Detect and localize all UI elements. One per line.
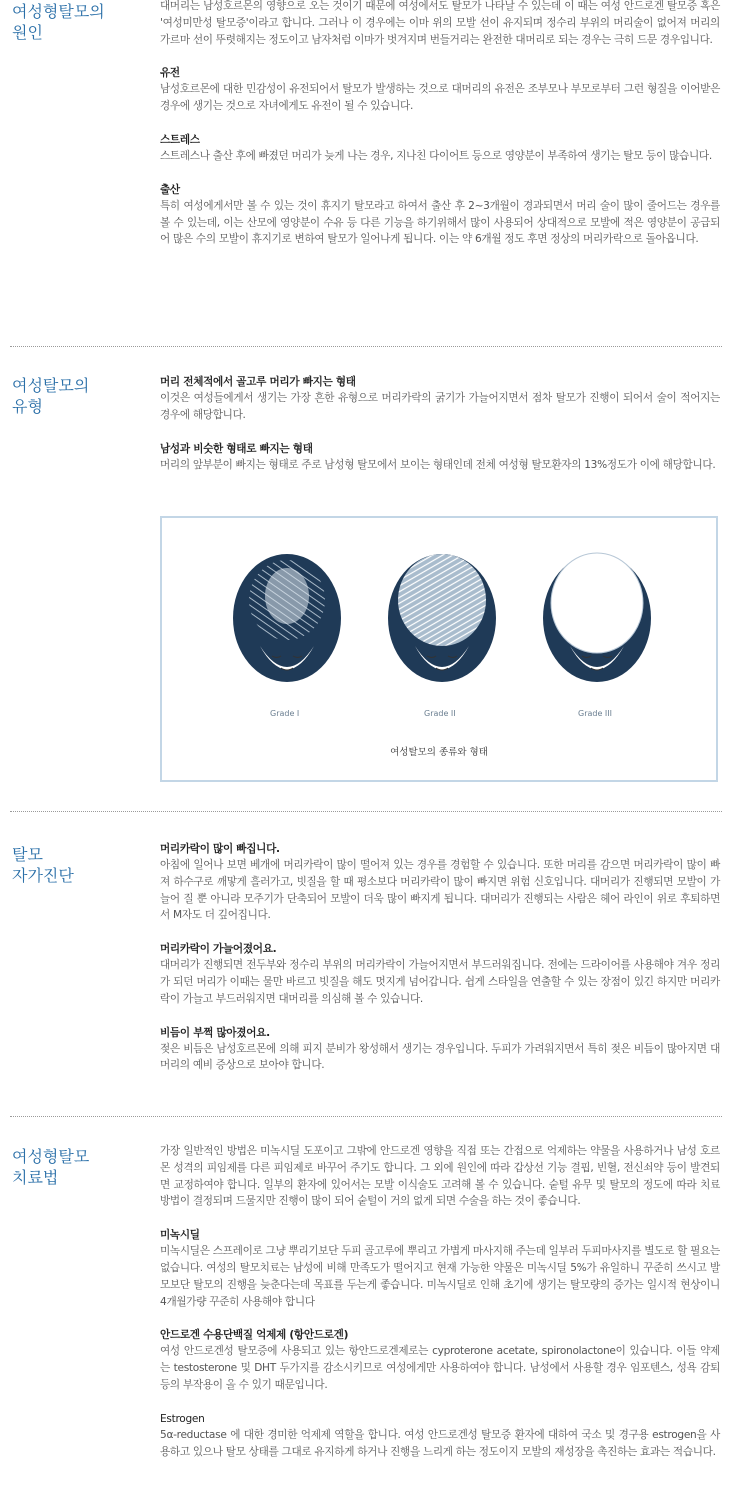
type-text-diffuse: 이것은 여성들에게서 생기는 가장 흔한 유형으로 머리카락의 굵기가 가늘어지면서 점차 탈모가 진행이 되어서 술이 적어지는 경우에 해당합니다. (160, 392, 720, 421)
treatment-text-estrogen: 5α-reductase 에 대한 경미한 억제제 역할을 합니다. 여성 안드로겐성 탈모증 환자에 대하여 국소 및 경구용 estrogen을 사용하고 있으나 탈모 상태를 그대로 유지하게 하거나 진행을 느리게 하는 정도이지 모발의 재성장을 촉진하는 효과는 적습니다. (160, 1428, 720, 1458)
treatment-heading-antiandrogen: 안드로겐 수용단백질 억제제 (항안드로겐) (160, 1329, 349, 1342)
grade-1-head-illustration (233, 554, 341, 682)
cause-text-heredity: 남성호르몬에 대한 민감성이 유전되어서 탈모가 발생하는 것으로 대머리의 유전은 조부모나 부모로부터 그런 형질을 이어받은 경우에 생기는 것으로 자녀에게도 유전이 될 수 있습니다. (160, 83, 720, 113)
cause-heading-heredity: 유전 (160, 67, 180, 80)
check-text-dandruff: 젖은 비듬은 남성호르몬에 의해 피지 분비가 왕성해서 생기는 경우입니다. 두피가 가려워지면서 특히 젖은 비듬이 많아지면 대머리의 예비 증상으로 보아야 합니다. (160, 1042, 720, 1072)
grade-3-label: Grade III (578, 709, 613, 718)
cause-text-stress: 스트레스나 출산 후에 빠졌던 머리가 늦게 나는 경우, 지나친 다이어트 등으로 영양분이 부족하여 생기는 탈모 등이 많습니다. (160, 149, 712, 162)
types-title: 여성탈모의 유형 (12, 376, 90, 416)
treatment-intro: 가장 일반적인 방법은 미녹시딜 도포이고 그밖에 안드로겐 영향을 직접 또는 간접으로 억제하는 약물을 사용하거나 남성 호르몬 성격의 피임제를 다른 피임제로 바꾸어 주기도 합니다. 그 외에 원인에 따라 갑상선 기능 결핍, 빈혈, 전신쇠약 등이 발견되면 교정하여야 합니다. 일부의 환자에 있어서는 모발 이식술도 고려해 볼 수 있습니다. 숱털 유무 및 탈모의 정도에 따라 치료 방법이 결정되며 드물지만 진행이 많이 되어 숱털이 거의 없게 되면 수술을 하는 것이 좋습니다. (160, 1145, 720, 1208)
self-check-content (160, 841, 720, 1074)
causes-title: 여성형탈모의 원인 (12, 2, 105, 42)
type-text-male-pattern: 머리의 앞부분이 빠지는 형태로 주로 남성형 탈모에서 보이는 형태인데 전체 여성형 탈모환자의 13%정도가 이에 해당합니다. (160, 458, 716, 471)
type-heading-diffuse: 머리 전체적에서 골고루 머리가 빠지는 형태 (160, 376, 356, 388)
section-divider (10, 811, 722, 812)
hair-loss-grade-figure (160, 516, 718, 782)
grade-2-head-illustration (388, 554, 496, 682)
type-heading-male-pattern: 남성과 비슷한 형태로 빠지는 형태 (160, 442, 313, 455)
types-content (160, 374, 720, 473)
grade-1-label: Grade I (270, 709, 300, 718)
causes-intro: 대머리는 남성호르몬의 영향으로 오는 것이기 때문에 여성에서도 탈모가 나타날 수 있는데 이 때는 여성 안드로겐 탈모증 혹은 '여성미만성 탈모증'이라고 합니다. 그러나 이 경우에는 이마 위의 모발 선이 유지되며 정수리 부위의 머리술이 없어져 머리의 가르마 선이 뚜렷해지는 정도이고 남자처럼 이마가 벗겨지며 번들거리는 완전한 대머리로 되는 경우는 극히 드문 경우입니다. (160, 0, 720, 46)
treatment-title: 여성형탈모 치료법 (12, 1147, 90, 1187)
check-text-shedding: 아침에 일어나 보면 베개에 머리카락이 많이 떨어져 있는 경우를 경험할 수 있습니다. 또한 머리를 감으면 머리카락이 많이 빠져 하수구로 깨맣게 흘러가고, 빗질을 할 때 평소보다 머리카락이 많이 빠지면 위험 신호입니다. 대머리가 진행되면 모발이 가늘어 질 뿐 아니라 모주기가 단축되어 모발이 더욱 많이 빠지게 됩니다. 대머리가 진행되는 사람은 헤어 라인이 위로 후퇴하면서 M자도 더 깊어집니다. (160, 859, 720, 922)
cause-text-childbirth: 특히 여성에게서만 볼 수 있는 것이 휴지기 탈모라고 하여서 출산 후 2~3개월이 경과되면서 머리 술이 많이 줄어드는 경우를 볼 수 있는데, 이는 산모에 영양분이 수유 등 다른 기능을 하기위해서 많이 사용되어 상대적으로 모발에 적은 영양분이 공급되어 많은 수의 모발이 휴지기로 변하여 탈모가 일어나게 됩니다. 이는 약 6개월 정도 후면 정상의 머리카락으로 돌아옵니다. (160, 199, 720, 246)
check-heading-dandruff: 비듬이 부쩍 많아졌어요. (160, 1026, 270, 1039)
section-divider (10, 1116, 722, 1117)
treatment-text-antiandrogen: 여성 안드로겐성 탈모증에 사용되고 있는 항안드로겐제로는 cyproterone acetate, spironolactone이 있습니다. 이들 약제는 testosterone 및 DHT 두가지를 감소시키므로 여성에게만 사용하여야 합니다. 남성에서 사용할 경우 임포텐스, 성욕 감퇴 등의 부작용이 올 수 있기 때문입니다. (160, 1345, 720, 1391)
section-divider (10, 346, 722, 347)
cause-heading-childbirth: 출산 (160, 183, 180, 196)
cause-heading-stress: 스트레스 (160, 133, 200, 146)
grade-2-label: Grade II (424, 709, 456, 718)
treatment-heading-estrogen: Estrogen (160, 1412, 205, 1425)
self-check-title: 탈모 자가진단 (12, 845, 74, 885)
causes-content (160, 0, 720, 248)
treatment-content (160, 1143, 720, 1460)
check-text-thinning: 대머리가 진행되면 전두부와 정수리 부위의 머리카락이 가늘어지면서 부드러워집니다. 전에는 드라이어를 사용해야 겨우 정리가 되던 머리가 이때는 물만 바르고 빗질을 해도 멋지게 넘어갑니다. 쉽게 스타일을 연출할 수 있는 장점이 있긴 하지만 머리카락이 가늘고 부드러워지면 대머리를 의심해 볼 수 있습니다. (160, 959, 720, 1005)
figure-caption: 여성탈모의 종류와 형태 (390, 747, 488, 758)
treatment-heading-minoxidil: 미녹시딜 (160, 1229, 200, 1242)
check-heading-shedding: 머리카락이 많이 빠집니다. (160, 843, 280, 855)
grade-3-head-illustration (543, 553, 651, 682)
check-heading-thinning: 머리카락이 가늘어졌어요. (160, 943, 277, 956)
treatment-text-minoxidil: 미녹시딜은 스프레이로 그냥 뿌리기보단 두피 골고루에 뿌리고 가볍게 마사지해 주는데 일부러 두피마사지를 별도로 할 필요는 없습니다. 여성의 탈모치료는 남성에 비해 만족도가 떨어지고 현재 가능한 약물은 미녹시딜 5%가 유일하니 꾸준히 쓰시고 발모보단 탈모의 진행을 늦춘다는데 목표를 두는게 좋습니다. 미녹시딜로 인해 초기에 생기는 탈모량의 증가는 일시적 현상이니 4개월가량 꾸준히 사용해야 합니다 (160, 1245, 720, 1308)
grade-illustrations (162, 518, 716, 738)
